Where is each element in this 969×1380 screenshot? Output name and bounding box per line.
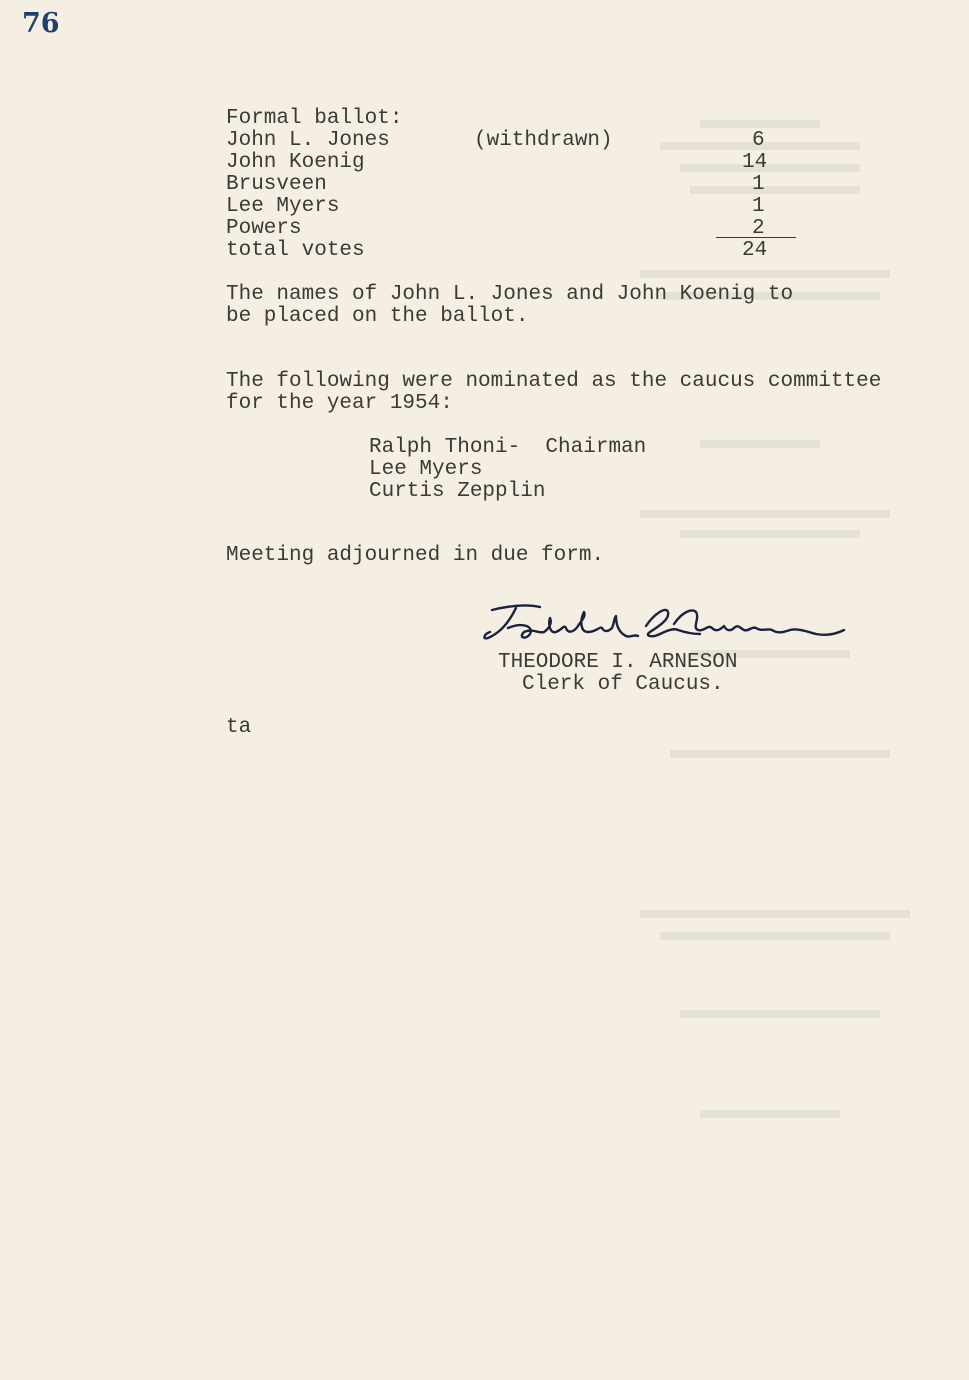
total-rule bbox=[716, 237, 796, 238]
paragraph-line: The following were nominated as the caucus committee bbox=[226, 370, 882, 393]
ballot-candidate-name: Brusveen bbox=[226, 173, 327, 196]
ballot-candidate-name: John Koenig bbox=[226, 151, 365, 174]
signatory-name: THEODORE I. ARNESON bbox=[498, 651, 738, 674]
paragraph-line: be placed on the ballot. bbox=[226, 305, 529, 328]
paragraph-line: The names of John L. Jones and John Koenig to bbox=[226, 283, 794, 306]
paragraph-line: for the year 1954: bbox=[226, 392, 453, 415]
ballot-total-value: 24 bbox=[742, 239, 768, 262]
ballot-candidate-votes: 2 bbox=[752, 217, 765, 240]
ballot-candidate-votes: 14 bbox=[742, 151, 768, 174]
ballot-candidate-votes: 6 bbox=[752, 129, 765, 152]
ballot-candidate-name: Powers bbox=[226, 217, 302, 240]
ballot-candidate-votes: 1 bbox=[752, 173, 765, 196]
ballot-candidate-votes: 1 bbox=[752, 195, 765, 218]
committee-member: Ralph Thoni- Chairman bbox=[369, 436, 647, 459]
signatory-title: Clerk of Caucus. bbox=[522, 673, 724, 696]
page-number: 76 bbox=[22, 8, 60, 39]
adjournment-line: Meeting adjourned in due form. bbox=[226, 544, 605, 567]
typist-initials: ta bbox=[226, 716, 252, 739]
committee-member: Lee Myers bbox=[369, 458, 483, 481]
committee-member: Curtis Zepplin bbox=[369, 480, 546, 503]
ballot-total-label: total votes bbox=[226, 239, 365, 262]
ballot-candidate-note: (withdrawn) bbox=[474, 129, 613, 152]
ballot-candidate-name: Lee Myers bbox=[226, 195, 340, 218]
ballot-candidate-name: John L. Jones bbox=[226, 129, 390, 152]
ballot-heading: Formal ballot: bbox=[226, 107, 403, 130]
